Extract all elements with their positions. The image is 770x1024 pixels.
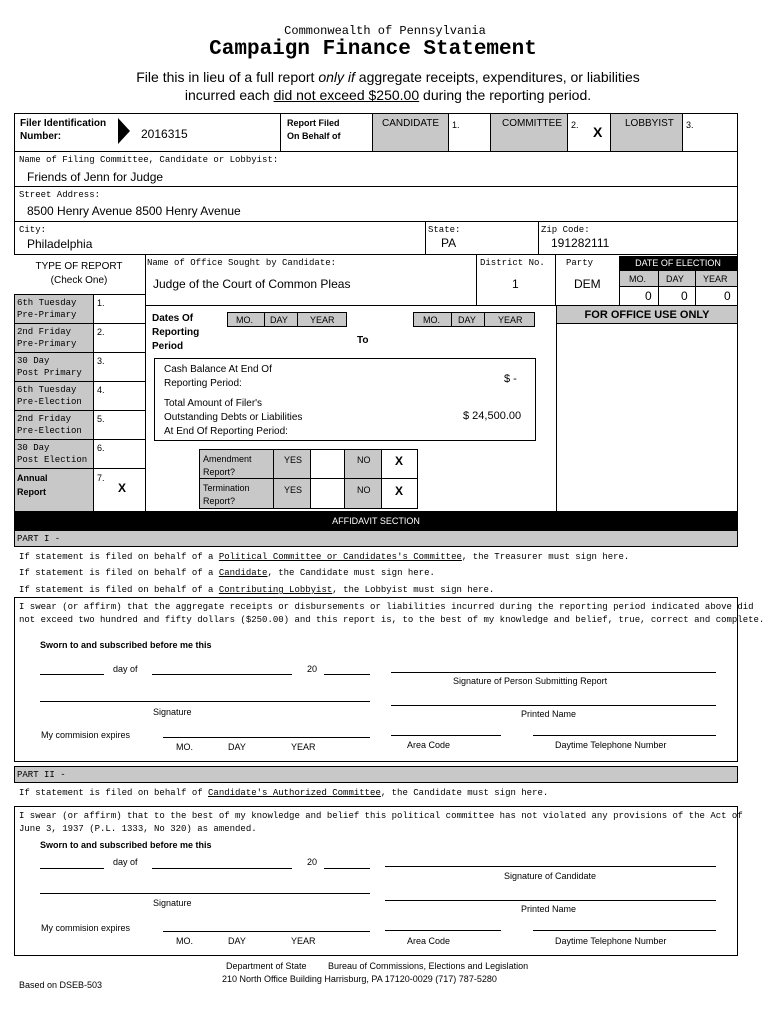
- party-value[interactable]: DEM: [574, 277, 601, 291]
- part2-printed-line[interactable]: [385, 900, 716, 901]
- part2-day-line[interactable]: [40, 868, 104, 869]
- street-value[interactable]: 8500 Henry Avenue 8500 Henry Avenue: [27, 204, 241, 218]
- part1-line-2: If statement is filed on behalf of a Candidate, the Candidate must sign here.: [19, 568, 435, 578]
- affidavit-header: AFFIDAVIT SECTION: [14, 512, 738, 530]
- report-type-item: 2nd Friday Pre-Election 5.: [14, 410, 146, 439]
- part1-label: PART I -: [17, 534, 61, 544]
- amendment-label-1: Amendment: [203, 454, 252, 464]
- part1-year: YEAR: [291, 742, 316, 752]
- street-label: Street Address:: [19, 190, 101, 200]
- filer-id-label-2: Number:: [20, 131, 62, 142]
- debt-label-1: Total Amount of Filer's: [164, 398, 263, 409]
- report-type-item: 30 Day Post Primary 3.: [14, 352, 146, 381]
- part1-swear-2: not exceed two hundred and fifty dollars ($250.00) and this report is, to the best of my knowledge and belief, true, correct and complete.: [19, 615, 765, 625]
- office-value[interactable]: Judge of the Court of Common Pleas: [153, 277, 351, 291]
- report-type-item: 6th Tuesday Pre-Election 4.: [14, 381, 146, 410]
- election-mo-label: MO.: [629, 274, 646, 284]
- termination-label-1: Termination: [203, 483, 250, 493]
- election-day-value[interactable]: 0: [681, 289, 688, 303]
- part1-mo: MO.: [176, 742, 193, 752]
- part2-swear-1: I swear (or affirm) that to the best of my knowledge and belief this political committee has not violated any provisions of the Act of: [19, 811, 743, 821]
- from-day-label: DAY: [270, 315, 288, 325]
- part2-label: PART II -: [17, 770, 66, 780]
- termination-yes-label: YES: [284, 485, 303, 495]
- to-mo-label: MO.: [423, 315, 440, 325]
- part1-sworn: Sworn to and subscribed before me this: [40, 640, 212, 650]
- part2-month-line[interactable]: [152, 868, 292, 869]
- part2-year: YEAR: [291, 936, 316, 946]
- part2-sworn: Sworn to and subscribed before me this: [40, 840, 212, 850]
- state-label: State:: [428, 225, 461, 235]
- report-type-sublabel: (Check One): [50, 275, 108, 286]
- agency-name: Commonwealth of Pennsylvania: [284, 24, 486, 38]
- debt-value[interactable]: $ 24,500.00: [463, 410, 522, 422]
- committee-mark: X: [593, 124, 603, 140]
- to-day-label: DAY: [458, 315, 476, 325]
- part1-day-line[interactable]: [40, 674, 104, 675]
- part1-header: [14, 530, 738, 547]
- part2-area-label: Area Code: [407, 936, 451, 946]
- part1-day: DAY: [228, 742, 246, 752]
- part1-area-label: Area Code: [407, 740, 451, 750]
- office-use-box: [556, 323, 738, 512]
- city-value[interactable]: Philadelphia: [27, 237, 93, 251]
- dates-label-3: Period: [152, 341, 184, 352]
- election-year-value[interactable]: 0: [724, 289, 731, 303]
- footer-bureau: Bureau of Commissions, Elections and Legislation: [328, 961, 529, 971]
- amendment-no-label: NO: [357, 455, 371, 465]
- date-of-election-header: DATE OF ELECTION: [619, 256, 737, 270]
- cash-value[interactable]: $ -: [504, 373, 517, 385]
- name-label: Name of Filing Committee, Candidate or Lobbyist:: [19, 155, 279, 165]
- dates-label-1: Dates Of: [152, 313, 194, 324]
- part1-printed-label: Printed Name: [521, 709, 577, 719]
- termination-no-mark: X: [395, 484, 404, 498]
- part2-swear-2: June 3, 1937 (P.L. 1333, No 320) as amended.: [19, 824, 257, 834]
- candidate-checkbox[interactable]: [448, 113, 491, 152]
- report-type-label: TYPE OF REPORT: [35, 261, 123, 272]
- footer-based-on: Based on DSEB-503: [19, 980, 103, 990]
- part2-printed-label: Printed Name: [521, 904, 577, 914]
- lobbyist-num: 3.: [686, 120, 694, 130]
- report-type-item: 2nd Friday Pre-Primary 2.: [14, 323, 146, 352]
- from-year-label: YEAR: [310, 315, 335, 325]
- part1-signature-person-line[interactable]: [391, 672, 716, 673]
- part2-phone-line[interactable]: [533, 930, 716, 931]
- report-type-item: 30 Day Post Election 6.: [14, 439, 146, 468]
- part2-year-line[interactable]: [324, 868, 370, 869]
- filer-id-value[interactable]: 2016315: [141, 127, 188, 141]
- zip-value[interactable]: 191282111: [551, 236, 610, 250]
- amendment-label-2: Report?: [203, 467, 236, 477]
- part2-mo: MO.: [176, 936, 193, 946]
- termination-label-2: Report?: [203, 496, 236, 506]
- part1-commission-line[interactable]: [163, 737, 370, 738]
- to-year-label: YEAR: [498, 315, 523, 325]
- party-label: Party: [566, 258, 594, 268]
- subtitle-line-1: File this in lieu of a full report only if aggregate receipts, expenditures, or liabilities: [136, 69, 640, 85]
- termination-no-label: NO: [357, 485, 371, 495]
- office-label: Name of Office Sought by Candidate:: [147, 258, 337, 268]
- part2-area-line[interactable]: [385, 930, 501, 931]
- state-value[interactable]: PA: [441, 236, 457, 250]
- candidate-num: 1.: [452, 120, 460, 130]
- zip-label: Zip Code:: [541, 225, 590, 235]
- part1-printed-line[interactable]: [391, 705, 716, 706]
- election-day-label: DAY: [666, 274, 684, 284]
- debt-label-2: Outstanding Debts or Liabilities: [164, 412, 303, 423]
- part2-signature-label: Signature: [153, 898, 192, 908]
- part1-commission-label: My commision expires: [41, 730, 131, 740]
- part2-sig-candidate-label: Signature of Candidate: [504, 871, 597, 881]
- part1-sig-person-label: Signature of Person Submitting Report: [453, 676, 608, 686]
- amendment-yes-checkbox[interactable]: [310, 449, 345, 479]
- report-type-item: Annual Report 7. X: [14, 468, 146, 512]
- committee-num: 2.: [571, 120, 579, 130]
- report-filed-label-2: On Behalf of: [287, 131, 341, 141]
- election-year-label: YEAR: [703, 274, 728, 284]
- debt-label-3: At End Of Reporting Period:: [164, 426, 288, 437]
- report-type-list: [14, 294, 146, 512]
- part1-line-1: If statement is filed on behalf of a Political Committee or Candidates's Committee, the Treasurer must sign here.: [19, 552, 630, 562]
- committee-label: COMMITTEE: [502, 118, 562, 129]
- part1-phone-line[interactable]: [533, 735, 716, 736]
- part2-commission-label: My commision expires: [41, 923, 131, 933]
- district-value[interactable]: 1: [512, 277, 519, 291]
- cash-label-1: Cash Balance At End Of: [164, 364, 272, 375]
- committee-checkbox[interactable]: [567, 113, 611, 152]
- part1-year-line[interactable]: [324, 674, 370, 675]
- part2-twenty: 20: [307, 857, 318, 867]
- subtitle-line-2: incurred each did not exceed $250.00 during the reporting period.: [184, 87, 592, 103]
- part1-day-of: day of: [113, 664, 138, 674]
- part1-signature-line[interactable]: [40, 701, 370, 702]
- cash-label-2: Reporting Period:: [164, 378, 242, 389]
- part1-area-line[interactable]: [391, 735, 501, 736]
- part2-header: [14, 766, 738, 783]
- termination-yes-checkbox[interactable]: [310, 478, 345, 509]
- part1-phone-label: Daytime Telephone Number: [555, 740, 667, 750]
- part2-line: If statement is filed on behalf of Candidate's Authorized Committee, the Candidate must sign here.: [19, 788, 549, 798]
- footer-address: 210 North Office Building Harrisburg, PA 17120-0029 (717) 787-5280: [222, 974, 497, 984]
- arrow-right-icon: [118, 118, 130, 144]
- office-use-label: FOR OFFICE USE ONLY: [584, 309, 710, 321]
- part2-day: DAY: [228, 936, 246, 946]
- part1-signature-label: Signature: [153, 707, 192, 717]
- part2-commission-line[interactable]: [163, 931, 370, 932]
- part1-twenty: 20: [307, 664, 318, 674]
- report-type-item: 6th Tuesday Pre-Primary 1.: [14, 294, 146, 323]
- page-title: Campaign Finance Statement: [209, 38, 537, 61]
- report-filed-label-1: Report Filed: [287, 118, 340, 128]
- election-mo-value[interactable]: 0: [645, 289, 652, 303]
- part2-phone-label: Daytime Telephone Number: [555, 936, 667, 946]
- filer-id-label-1: Filer Identification: [20, 118, 107, 129]
- from-mo-label: MO.: [236, 315, 253, 325]
- dates-label-2: Reporting: [152, 327, 200, 338]
- lobbyist-label: LOBBYIST: [625, 118, 674, 129]
- city-label: City:: [19, 225, 47, 235]
- amendment-no-mark: X: [395, 454, 404, 468]
- part2-signature-line[interactable]: [40, 893, 370, 894]
- amendment-yes-label: YES: [284, 455, 303, 465]
- part2-day-of: day of: [113, 857, 138, 867]
- part2-signature-candidate-line[interactable]: [385, 866, 716, 867]
- candidate-label: CANDIDATE: [382, 118, 440, 129]
- to-label: To: [357, 335, 369, 346]
- city-row: [14, 221, 738, 255]
- footer-dept: Department of State: [226, 961, 307, 971]
- part1-line-3: If statement is filed on behalf of a Contributing Lobbyist, the Lobbyist must sign here.: [19, 585, 495, 595]
- district-label: District No.: [480, 258, 545, 268]
- name-value[interactable]: Friends of Jenn for Judge: [27, 170, 164, 184]
- part1-month-line[interactable]: [152, 674, 292, 675]
- part1-swear-1: I swear (or affirm) that the aggregate receipts or disbursements or liabilities incurred during the reporting period indicated above did: [19, 602, 754, 612]
